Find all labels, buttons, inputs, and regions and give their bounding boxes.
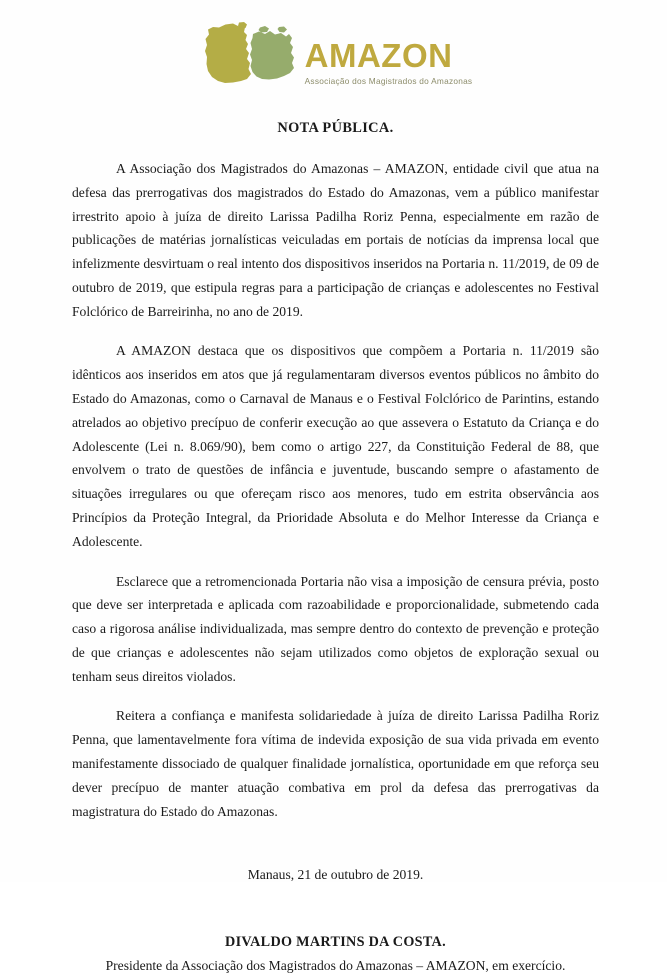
logo-wordmark: AMAZON: [304, 37, 453, 74]
paragraph-1: A Associação dos Magistrados do Amazonas – AMAZON, entidade civil que atua na defesa das prerrogativas dos magistrados do Estado do Amazonas, vem a público manifestar irrestrito apoio à juíza de direito Larissa Padilha Roriz Penna, especialmente em razão de publicações de matérias jornalísticas veiculadas em portais de notícias da imprensa local que infelizmente desvirtuam o real intento dos dispositivos inseridos na Portaria n. 11/2019, de 09 de outubro de 2019, que estipula regras para a participação de crianças e adolescentes no Festival Folclórico de Barreirinha, no ano de 2019.: [72, 161, 599, 319]
paragraph-4: Reitera a confiança e manifesta solidariedade à juíza de direito Larissa Padilha Roriz Penna, que lamentavelmente fora vítima de indevida exposição de sua vida privada em evento manifestamente dissociado de qualquer finalidade jornalística, oportunidade em que reforça seu dever precípuo de manter atuação combativa em prol da defesa das prerrogativas da magistratura do Estado do Amazonas.: [72, 708, 599, 819]
amazon-state-map-icon: [195, 22, 303, 90]
logo-tagline: Associação dos Magistrados do Amazonas: [304, 76, 473, 86]
page-title: NOTA PÚBLICA.: [277, 120, 394, 136]
logo-header: [0, 0, 667, 92]
signatory-role: Presidente da Associação dos Magistrados do Amazonas – AMAZON, em exercício.: [105, 957, 566, 973]
logo-text-block: [305, 39, 473, 90]
logo-lockup: [195, 22, 473, 90]
signatory-name: DIVALDO MARTINS DA COSTA.: [225, 934, 446, 951]
signature-block: [72, 931, 599, 976]
paragraph-3: Esclarece que a retromencionada Portaria não visa a imposição de censura prévia, posto que deve ser interpretada e aplicada com razoabilidade e proporcionalidade, submetendo cada caso a rigorosa análise individualizada, mas sempre dentro do contexto de prevenção e proteção de que crianças e adolescentes não sejam utilizados como objetos de exploração sexual ou tenham seus direitos violados.: [72, 573, 599, 684]
paragraph-2: A AMAZON destaca que os dispositivos que compõem a Portaria n. 11/2019 são idênticos aos inseridos em atos que já regulamentaram diversos eventos públicos no âmbito do Estado do Amazonas, como o Carnaval de Manaus e o Festival Folclórico de Parintins, estando atrelados ao objetivo precípuo de conferir execução ao que assevera o Estatuto da Criança e do Adolescente (Lei n. 8.069/90), bem como o artigo 227, da Constituição Federal de 88, que envolvem o trato de questões de infância e juventude, buscando sempre o afastamento de situações irregulares ou que ofereçam risco aos menores, tudo em estrita observância aos Princípios da Proteção Integral, da Prioridade Absoluta e do Melhor Interesse da Criança e Adolescente.: [72, 343, 599, 549]
document-body: [0, 120, 667, 977]
place-and-date: Manaus, 21 de outubro de 2019.: [247, 867, 424, 883]
